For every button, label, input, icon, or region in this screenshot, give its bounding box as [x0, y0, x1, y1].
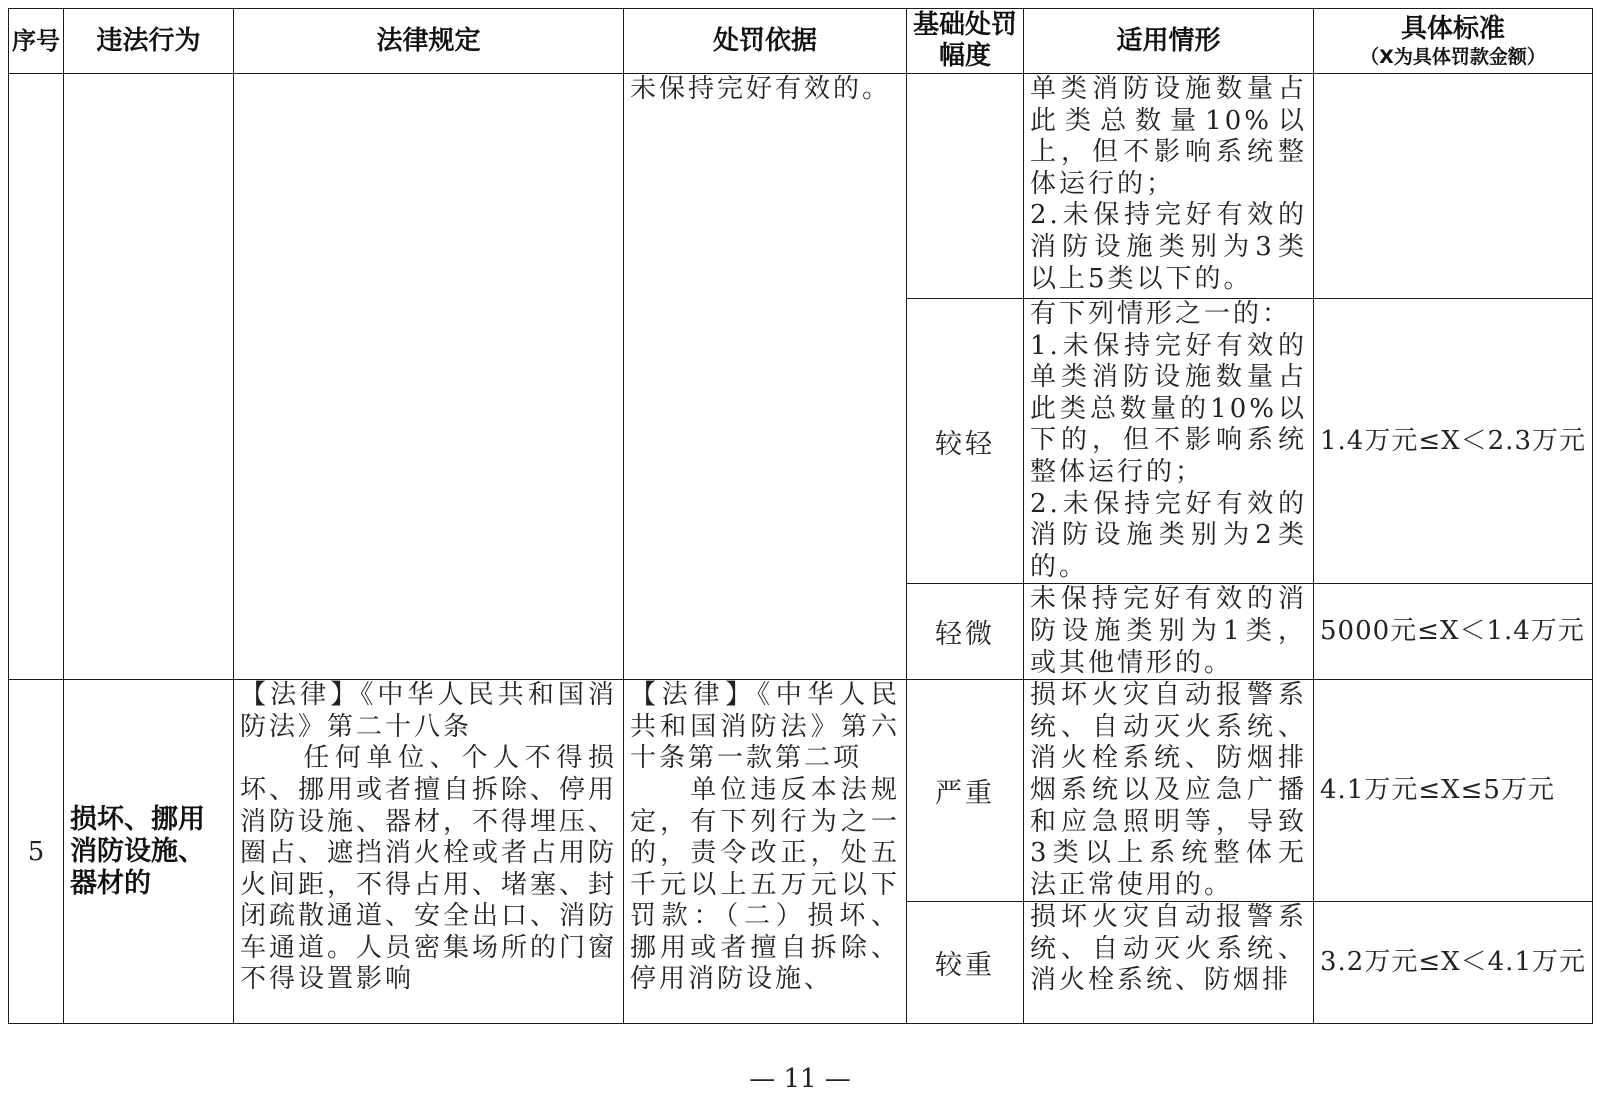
cont-seq-cell	[9, 74, 64, 680]
degree-lighter: 较轻	[907, 299, 1024, 584]
page-number: — 11 —	[749, 1064, 851, 1094]
header-basis: 处罚依据	[624, 9, 907, 74]
header-law: 法律规定	[234, 9, 624, 74]
degree-heavier: 较重	[907, 902, 1024, 1024]
standard-lighter: 1.4万元≤X＜2.3万元	[1314, 299, 1593, 584]
situation-lighter: 有下列情形之一的： 1.未保持完好有效的单类消防设施数量占此类总数量的10%以下的，但不影响系统整体运行的； 2.未保持完好有效的消防设施类别为2类的。	[1024, 299, 1314, 584]
header-behavior: 违法行为	[64, 9, 234, 74]
penalty-table	[8, 8, 1593, 1024]
header-standard-note: （X为具体罚款金额）	[1360, 45, 1546, 68]
standard-heavier: 3.2万元≤X＜4.1万元	[1314, 902, 1593, 1024]
standard-slight: 5000元≤X＜1.4万元	[1314, 584, 1593, 680]
situation-heavier: 损坏火灾自动报警系统、自动灭火系统、消火栓系统、防烟排	[1024, 902, 1314, 1024]
header-standard	[1314, 9, 1593, 74]
header-seq: 序号	[9, 9, 64, 74]
standard-severe: 4.1万元≤X≤5万元	[1314, 680, 1593, 902]
table-row	[9, 74, 1593, 299]
cont-law-cell	[234, 74, 624, 680]
situation-severe: 损坏火灾自动报警系统、自动灭火系统、消火栓系统、防烟排烟系统以及应急广播和应急照明等，导致3类以上系统整体无法正常使用的。	[1024, 680, 1314, 902]
degree-slight: 轻微	[907, 584, 1024, 680]
table-row	[9, 680, 1593, 902]
header-range: 基础处罚幅度	[907, 9, 1024, 74]
situation-slight: 未保持完好有效的消防设施类别为1类，或其他情形的。	[1024, 584, 1314, 680]
cont-degree-cell-a	[907, 74, 1024, 299]
cont-behavior-cell	[64, 74, 234, 680]
degree-severe: 严重	[907, 680, 1024, 902]
header-situation: 适用情形	[1024, 9, 1314, 74]
cont-basis-cell: 未保持完好有效的。	[624, 74, 907, 680]
header-row	[9, 9, 1593, 74]
cont-standard-a	[1314, 74, 1593, 299]
cont-situation-a: 单类消防设施数量占此类总数量10%以上，但不影响系统整体运行的； 2.未保持完好有效的消防设施类别为3类以上5类以下的。	[1024, 74, 1314, 299]
item5-behavior: 损坏、挪用消防设施、器材的	[64, 680, 234, 1024]
item5-seq: 5	[9, 680, 64, 1024]
header-standard-title: 具体标准	[1400, 13, 1505, 44]
item5-basis: 【法律】《中华人民共和国消防法》第六十条第一款第二项 单位违反本法规定，有下列行为之一的，责令改正，处五千元以上五万元以下罚款：（二）损坏、挪用或者擅自拆除、停用消防设施、	[624, 680, 907, 1024]
item5-law: 【法律】《中华人民共和国消防法》第二十八条 任何单位、个人不得损坏、挪用或者擅自拆除、停用消防设施、器材，不得埋压、圈占、遮挡消火栓或者占用防火间距，不得占用、堵塞、封闭疏散通道、安全出口、消防车通道。人员密集场所的门窗不得设置影响	[234, 680, 624, 1024]
